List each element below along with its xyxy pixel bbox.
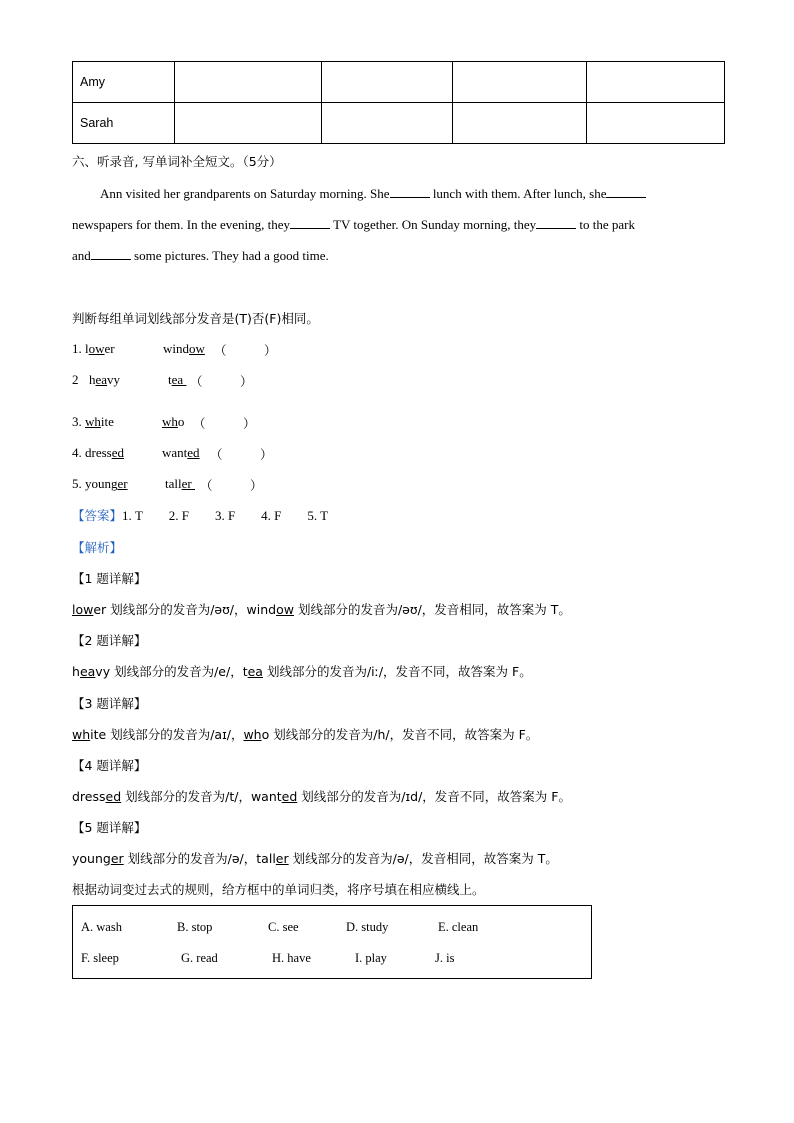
- detail-heading: 【5 题详解】: [72, 820, 147, 835]
- judge-item: [72, 372, 79, 388]
- table-cell: [453, 103, 587, 144]
- table-row: [73, 62, 725, 103]
- item-number: 2: [72, 372, 79, 387]
- table-cell: [322, 62, 453, 103]
- detail-text: heavy 划线部分的发音为/e/，tea 划线部分的发音为/iː/，发音不同，故答案为 F。: [72, 664, 532, 679]
- answer-blank[interactable]: [91, 247, 131, 260]
- answer-blank[interactable]: [290, 216, 330, 229]
- word-option: E. clean: [438, 920, 479, 934]
- judge-item: [72, 341, 115, 357]
- table-cell: [453, 62, 587, 103]
- judge-item: [72, 414, 114, 430]
- word-option: B. stop: [177, 920, 213, 934]
- table-row: [73, 103, 725, 144]
- passage-text: some pictures. They had a good time.: [134, 248, 329, 263]
- word-option: G. read: [181, 951, 218, 965]
- word-option: H. have: [272, 951, 311, 965]
- answer-blank[interactable]: [390, 185, 430, 198]
- passage-text: TV together. On Sunday morning, they: [333, 217, 537, 232]
- answer-paren[interactable]: （ ）: [210, 447, 273, 462]
- detail-text: white 划线部分的发音为/aɪ/，who 划线部分的发音为/h/，发音不同，故答案为 F。: [72, 727, 539, 742]
- table-cell: [322, 103, 453, 144]
- word: heavy: [89, 372, 121, 387]
- judge-item: [72, 445, 124, 461]
- word: window: [163, 341, 205, 356]
- detail-text: younger 划线部分的发音为/ə/，taller 划线部分的发音为/ə/，发音相同，故答案为 T。: [72, 851, 558, 866]
- table-cell: [587, 103, 725, 144]
- item-number: 5.: [72, 476, 82, 491]
- detail-heading: 【2 题详解】: [72, 633, 147, 648]
- item-number: 1.: [72, 341, 82, 356]
- name-table: [72, 61, 725, 144]
- word-option: A. wash: [81, 920, 122, 934]
- passage-line: [100, 185, 646, 203]
- word-option: F. sleep: [81, 951, 119, 965]
- word: taller: [165, 476, 192, 491]
- answer-paren[interactable]: （ ）: [193, 416, 256, 431]
- passage-line: [72, 247, 329, 265]
- table-cell: [175, 62, 322, 103]
- word-option: J. is: [435, 951, 455, 965]
- answer-paren[interactable]: （ ）: [214, 343, 277, 358]
- word: who: [162, 414, 185, 429]
- word: dressed: [85, 445, 124, 460]
- detail-text: lower 划线部分的发音为/əʊ/，window 划线部分的发音为/əʊ/，发音相同，故答案为 T。: [72, 602, 571, 617]
- answer-values: 1. T 2. F 3. F 4. F 5. T: [122, 508, 329, 523]
- passage-text: newspapers for them. In the evening, they: [72, 217, 291, 232]
- answer-paren[interactable]: （ ）: [200, 478, 263, 493]
- answer-line: [72, 507, 328, 525]
- row-name: Amy: [73, 62, 175, 103]
- answer-blank[interactable]: [536, 216, 576, 229]
- item-number: 4.: [72, 445, 82, 460]
- row-name: Sarah: [73, 103, 175, 144]
- detail-heading: 【1 题详解】: [72, 571, 147, 586]
- classify-title: 根据动词变过去式的规则，给方框中的单词归类，将序号填在相应横线上。: [72, 882, 485, 897]
- word-option: D. study: [346, 920, 389, 934]
- passage-line: [72, 216, 635, 234]
- word-option: C. see: [268, 920, 299, 934]
- table-cell: [587, 62, 725, 103]
- detail-heading: 【4 题详解】: [72, 758, 147, 773]
- word-box: [72, 905, 592, 979]
- word: wanted: [162, 445, 200, 460]
- judge-item: [72, 476, 128, 492]
- passage-text: to the park: [579, 217, 635, 232]
- word: younger: [85, 476, 128, 491]
- passage-text: Ann visited her grandparents on Saturday morning. She: [100, 186, 390, 201]
- judge-title: 判断每组单词划线部分发音是(T)否(F)相同。: [72, 311, 319, 326]
- analysis-label: 【解析】: [72, 540, 123, 555]
- answer-paren[interactable]: （ ）: [190, 374, 253, 389]
- item-number: 3.: [72, 414, 82, 429]
- word: tea: [168, 372, 184, 387]
- answer-label: 【答案】: [72, 508, 123, 523]
- word: white: [85, 414, 114, 429]
- table-cell: [175, 103, 322, 144]
- passage-text: lunch with them. After lunch, she: [432, 186, 607, 201]
- passage-text: and: [72, 248, 91, 263]
- word: lower: [85, 341, 115, 356]
- detail-heading: 【3 题详解】: [72, 696, 147, 711]
- answer-blank[interactable]: [606, 185, 646, 198]
- section-title: 六、听录音, 写单词补全短文。（5分）: [72, 154, 282, 169]
- detail-text: dressed 划线部分的发音为/t/，wanted 划线部分的发音为/ɪd/，发音不同，故答案为 F。: [72, 789, 571, 804]
- word-option: I. play: [355, 951, 387, 965]
